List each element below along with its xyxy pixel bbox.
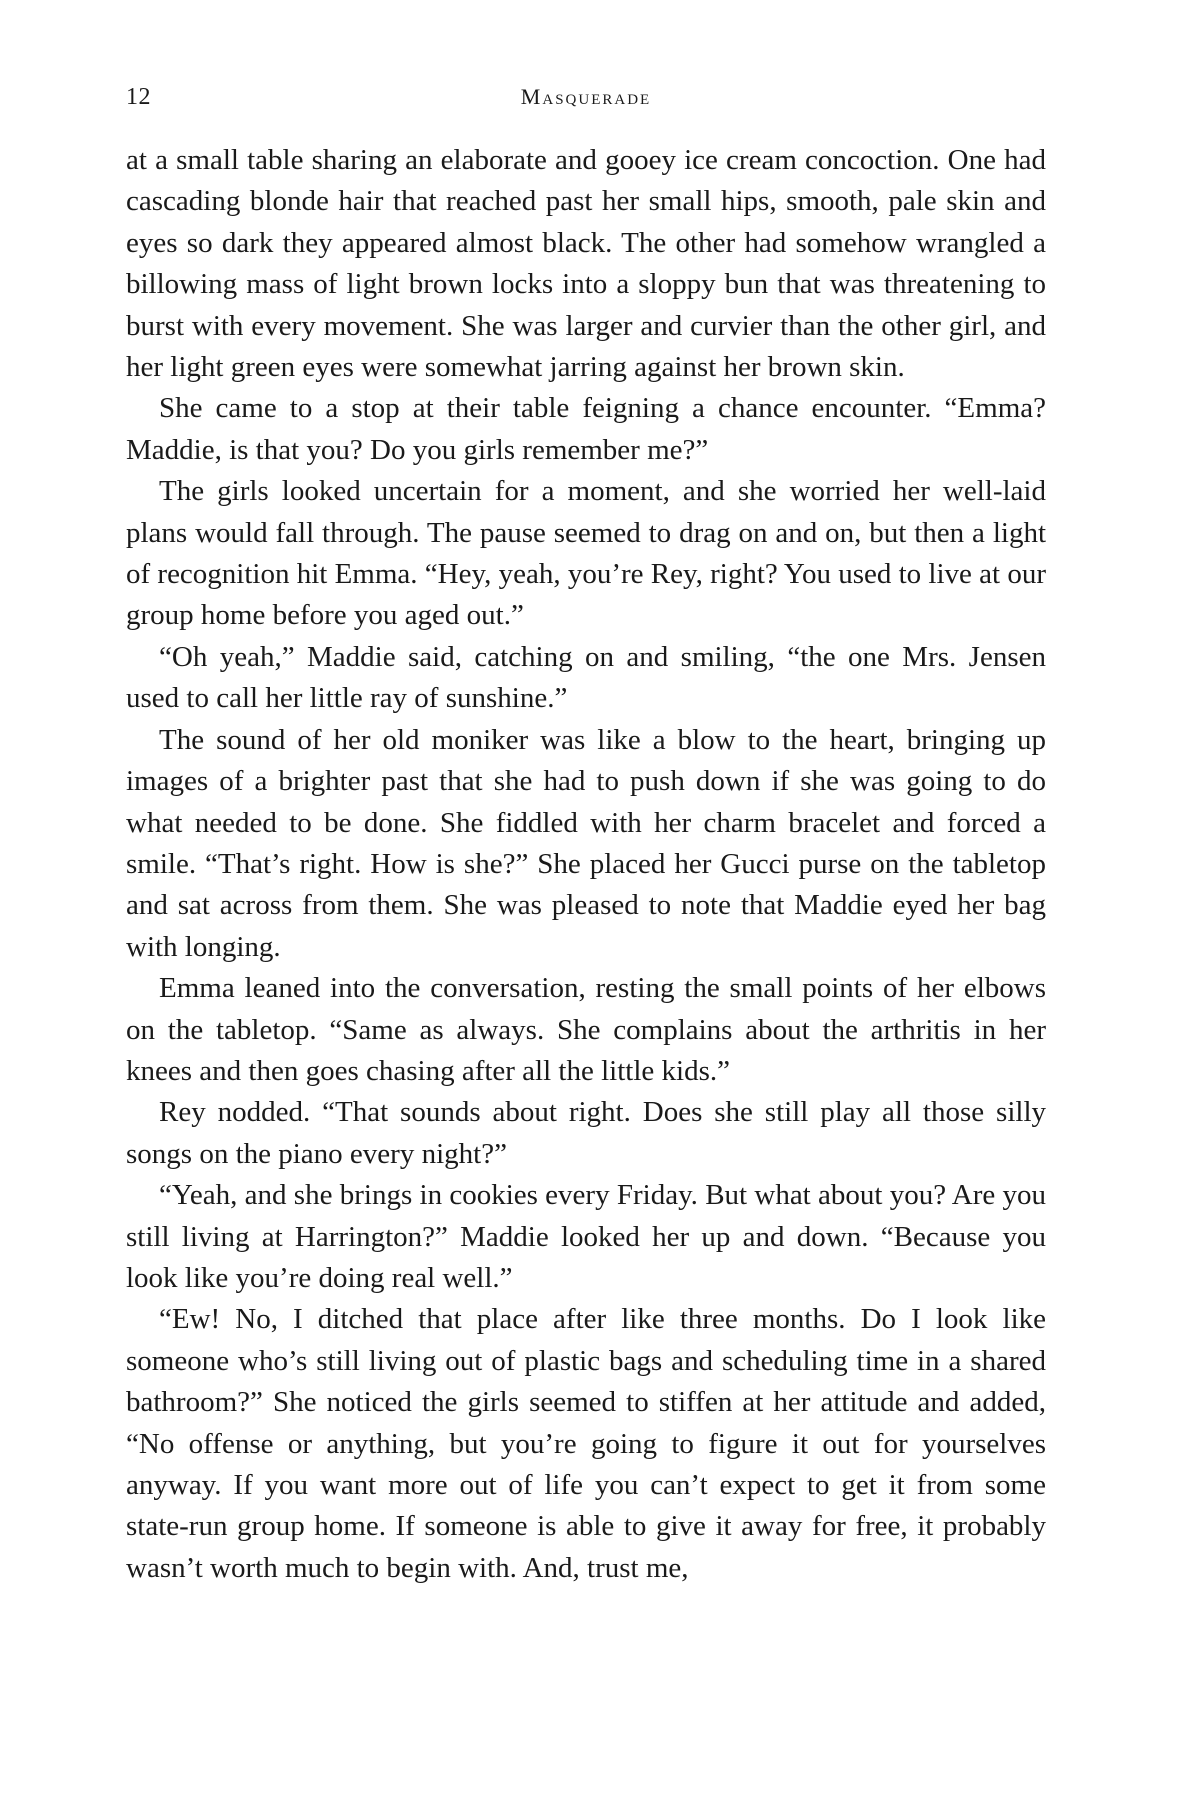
paragraph: The girls looked uncertain for a moment, and she worried her well-laid plans would fall through. The pause seemed to drag on and on, but then a light of recognition hit Emma. “Hey, yeah, you’re Rey, right? You used to live at our group home before you aged out.” <box>126 475 1046 632</box>
paragraph: Rey nodded. “That sounds about right. Does she still play all those silly songs on the piano every night?” <box>126 1096 1046 1170</box>
paragraph-continued: at a small table sharing an elaborate and gooey ice cream concoction. One had cascading blonde hair that reached past her small hips, smooth, pale skin and eyes so dark they appeared almost black. The other had somehow wrangled a billowing mass of light brown locks into a sloppy bun that was threatening to burst with every movement. She was larger and curvier than the other girl, and her light green eyes were somewhat jarring against her brown skin. <box>126 144 1046 384</box>
paragraph: She came to a stop at their table feigning a chance encounter. “Emma? Maddie, is that you? Do you girls remember me?” <box>126 392 1046 466</box>
paragraph: “Oh yeah,” Maddie said, catching on and smiling, “the one Mrs. Jensen used to call her little ray of sunshine.” <box>126 640 1046 715</box>
paragraph: Emma leaned into the conversation, resting the small points of her elbows on the tabletop. “Same as always. She complains about the arthritis in her knees and then goes chasing after all the little kids.” <box>126 972 1046 1087</box>
body-text <box>126 140 1046 1589</box>
page-number: 12 <box>126 84 151 110</box>
running-head <box>126 84 1046 114</box>
paragraph: “Ew! No, I ditched that place after like three months. Do I look like someone who’s still living out of plastic bags and scheduling time in a shared bathroom?” She noticed the girls seemed to stiffen at her attitude and added, “No offense or anything, but you’re going to figure it out for yourselves anyway. If you want more out of life you can’t expect to get it from some state-run group home. If someone is able to give it away for free, it probably wasn’t worth much to begin with. And, trust me, <box>126 1303 1046 1584</box>
paragraph: The sound of her old moniker was like a blow to the heart, bringing up images of a brighter past that she had to push down if she was going to do what needed to be done. She fiddled with her charm bracelet and forced a smile. “That’s right. How is she?” She placed her Gucci purse on the tabletop and sat across from them. She was pleased to note that Maddie eyed her bag with longing. <box>126 723 1046 963</box>
book-title: Masquerade <box>520 84 652 109</box>
paragraph: “Yeah, and she brings in cookies every Friday. But what about you? Are you still living at Harrington?” Maddie looked her up and down. “Because you look like you’re doing real well.” <box>126 1179 1046 1294</box>
